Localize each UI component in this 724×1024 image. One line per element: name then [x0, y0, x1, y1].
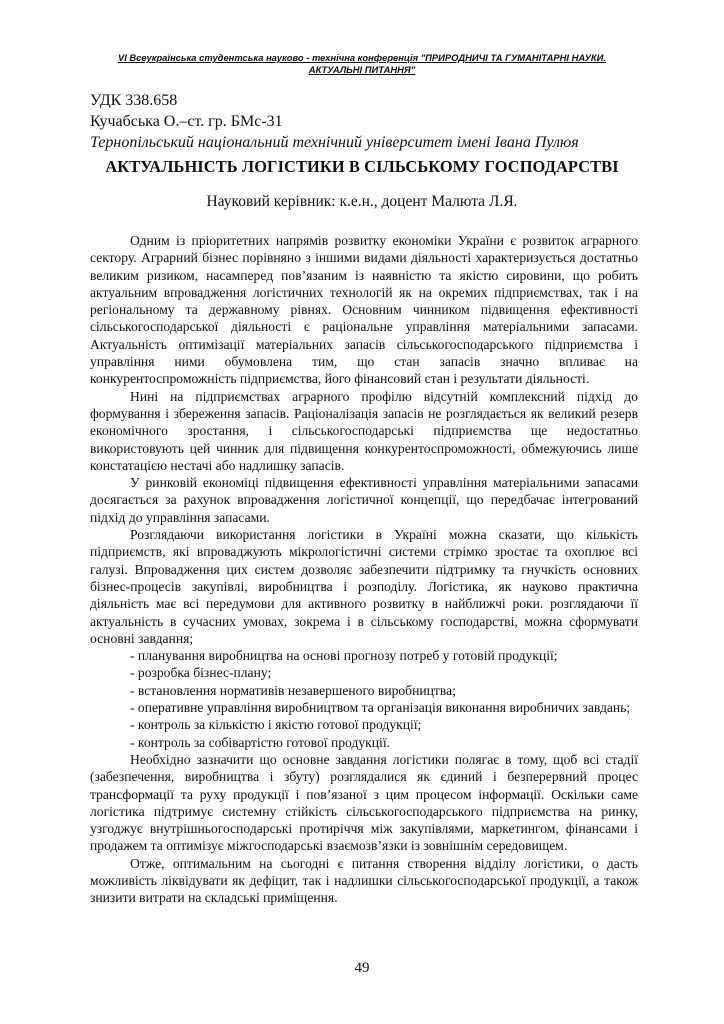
- list-item: - встановлення нормативів незавершеного виробництва;: [130, 682, 456, 698]
- conference-title-line-2: АКТУАЛЬНІ ПИТАННЯ": [308, 64, 416, 75]
- paragraph: Одним із пріоритетних напрямів розвитку економіки України є розвиток аграрного сектору. Аграрний бізнес порівняно з іншими видами діяльності характеризується достатньо великим ризиком, насамперед пов’язаним із наявністю та якістю сировини, що робить актуальним впровадження логістичних технологій як на окремих підприємствах, так і на регіональному та державному рівнях. Основним чинником підвищення ефективності сільськогосподарської діяльності є раціональне управління матеріальними запасами. Актуальність оптимізації матеріальних запасів сільськогосподарського підприємства і управління ними обумовлена тим, що стан запасів значно впливає на конкурентоспроможність підприємства, його фінансовий стан і результати діяльності.: [90, 233, 638, 387]
- page-number: 49: [354, 960, 370, 976]
- paragraph: Розглядаючи використання логістики в Україні можна сказати, що кількість підприємств, які впроваджують мікрологістичні системи стрімко зростає та охоплює всі галузі. Впровадження цих систем дозволяє забезпечити підтримку та гнучкість основних бізнес-процесів закупівлі, виробництва і розподілу. Логістика, як науково практична діяльність має всі передумови для активного розвитку в найближчі роки. розглядаючи її актуальність в сучасних умовах, зокрема і в сільському господарстві, можна сформувати основні завдання;: [90, 527, 638, 646]
- supervisor-line: Науковий керівник: к.е.н., доцент Малюта Л.Я.: [206, 193, 518, 210]
- list-item: - розробка бізнес-плану;: [130, 665, 272, 681]
- article-body: [90, 232, 638, 907]
- article-meta: [90, 90, 650, 153]
- paragraph: Необхідно зазначити що основне завдання логістики полягає в тому, щоб всі стадії (забезпечення, виробництва і збуту) розглядалися як єдиний і безперервний процес трансформації та руху продукції і пов’язаної з цим процесом інформації. Оскільки саме логістика підтримує системну стійкість сільськогосподарського підприємства на ринку, узгоджує внутрішньогосподарські протиріччя між закупівлями, маркетингом, фінансами і продажем та оптимізує міжгосподарські взаємозв’язки із зовнішнім середовищем.: [90, 751, 638, 854]
- article-title: АКТУАЛЬНІСТЬ ЛОГІСТИКИ В СІЛЬСЬКОМУ ГОСПОДАРСТВІ: [105, 157, 619, 176]
- list-item: - контроль за собівартістю готової продукції.: [130, 734, 391, 750]
- running-header: [90, 52, 634, 76]
- conference-title-line-1: VI Всеукраїнська студентська науково - технічна конференція "ПРИРОДНИЧІ ТА ГУМАНІТАРНІ НАУКИ.: [117, 52, 607, 63]
- list-item: - контроль за кількістю і якістю готової продукції;: [130, 717, 422, 733]
- list-item: - планування виробництва на основі прогнозу потреб у готовій продукції;: [130, 648, 558, 664]
- affiliation: Тернопільський національний технічний університет імені Івана Пулюя: [90, 134, 579, 151]
- paragraph: Нині на підприємствах аграрного профілю відсутній комплексний підхід до формування і збереження запасів. Раціоналізація запасів не розглядається як великий резерв економічного зростання, і сільськогосподарські підприємства ще недостатньо використовують цей чинник для підвищення конкурентоспроможності, обмежуючись лише констатацією нестачі або надлишку запасів.: [90, 388, 638, 473]
- author-line: Кучабська О.–ст. гр. БМс-31: [90, 113, 283, 130]
- udc-code: УДК 338.658: [90, 92, 178, 109]
- list-item: - оперативне управління виробництвом та організація виконання виробничих завдань;: [130, 700, 631, 716]
- paragraph: У ринковій економіці підвищення ефективності управління матеріальними запасами досягається за рахунок впровадження логістичної концепції, що передбачає інтегрований підхід до управління запасами.: [90, 475, 638, 525]
- paragraph: Отже, оптимальним на сьогодні є питання створення відділу логістики, о дасть можливість ліквідувати як дефіцит, так і надлишки сільськогосподарської продукції, а також знизити витрати на складські приміщення.: [90, 855, 638, 906]
